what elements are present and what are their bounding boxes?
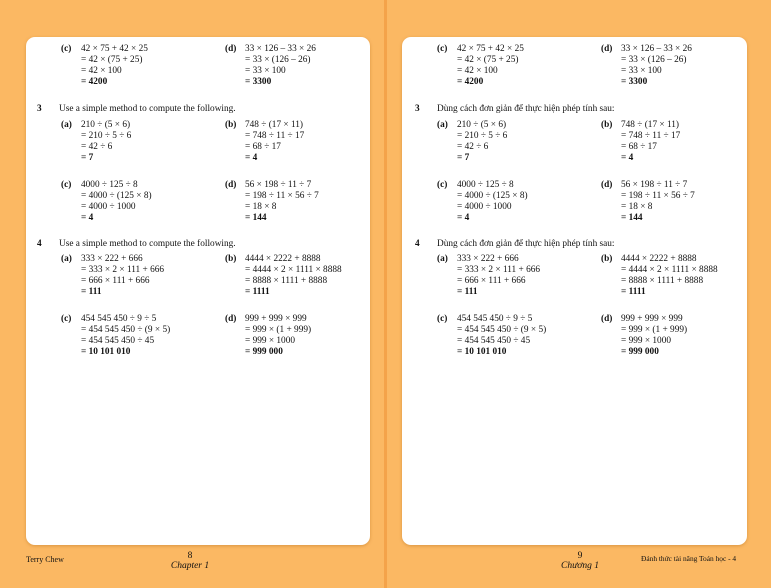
- footer-author: Terry Chew: [26, 555, 64, 564]
- answer: = 1111: [621, 287, 646, 297]
- step: = 4000 ÷ 1000: [81, 202, 136, 212]
- step: = 42 × (75 + 25): [457, 55, 519, 65]
- question-text: Use a simple method to compute the following.: [59, 104, 236, 114]
- step: = 333 × 2 × 111 + 666: [457, 265, 541, 275]
- footer-page-right: [540, 551, 620, 571]
- part-label: (b): [601, 254, 613, 264]
- step: 748 ÷ (17 × 11): [621, 120, 680, 130]
- part-label: (c): [437, 44, 448, 54]
- question-number: 4: [37, 239, 42, 249]
- step: 42 × 75 + 42 × 25: [457, 44, 524, 54]
- chapter-label: Chapter 1: [170, 561, 210, 571]
- step: = 4000 ÷ 1000: [457, 202, 512, 212]
- step: = 42 × 100: [81, 66, 122, 76]
- step: = 198 ÷ 11 × 56 ÷ 7: [621, 191, 695, 201]
- step: = 42 × (75 + 25): [81, 55, 143, 65]
- answer: = 4: [81, 213, 94, 223]
- step: = 454 545 450 ÷ (9 × 5): [81, 325, 171, 335]
- step: = 8888 × 1111 + 8888: [621, 276, 704, 286]
- step: 56 × 198 ÷ 11 ÷ 7: [621, 180, 688, 190]
- answer: = 10 101 010: [457, 347, 507, 357]
- step: = 33 × (126 – 26): [245, 55, 311, 65]
- step: 42 × 75 + 42 × 25: [81, 44, 148, 54]
- step: 33 × 126 – 33 × 26: [245, 44, 316, 54]
- part-label: (d): [601, 314, 613, 324]
- step: = 18 × 8: [245, 202, 277, 212]
- part-label: (b): [225, 120, 237, 130]
- answer: = 111: [457, 287, 478, 297]
- question-text: Dùng cách đơn giản để thực hiện phép tính sau:: [437, 104, 615, 114]
- step: = 33 × 100: [621, 66, 662, 76]
- part-label: (b): [225, 254, 237, 264]
- answer: = 4200: [81, 77, 108, 87]
- step: = 4444 × 2 × 1111 × 8888: [245, 265, 342, 275]
- answer: = 10 101 010: [81, 347, 131, 357]
- part-label: (d): [225, 314, 237, 324]
- answer: = 3300: [621, 77, 648, 87]
- part-label: (a): [437, 120, 448, 130]
- answer: = 111: [81, 287, 102, 297]
- step: = 210 ÷ 5 ÷ 6: [81, 131, 132, 141]
- step: 999 + 999 × 999: [245, 314, 307, 324]
- page-number: 9: [577, 551, 583, 561]
- answer: = 4: [457, 213, 470, 223]
- step: 333 × 222 + 666: [81, 254, 143, 264]
- step: = 333 × 2 × 111 + 666: [81, 265, 165, 275]
- step: = 999 × (1 + 999): [245, 325, 312, 335]
- step: 33 × 126 – 33 × 26: [621, 44, 692, 54]
- step: = 454 545 450 ÷ (9 × 5): [457, 325, 547, 335]
- step: 454 545 450 ÷ 9 ÷ 5: [81, 314, 157, 324]
- step: = 33 × 100: [245, 66, 286, 76]
- answer: = 999 000: [245, 347, 283, 357]
- spread-divider: [384, 0, 387, 588]
- part-label: (b): [601, 120, 613, 130]
- step: 4000 ÷ 125 ÷ 8: [81, 180, 138, 190]
- step: = 454 545 450 ÷ 45: [457, 336, 531, 346]
- step: = 8888 × 1111 + 8888: [245, 276, 328, 286]
- question-text: Dùng cách đơn giản để thực hiện phép tính sau:: [437, 239, 615, 249]
- step: = 4444 × 2 × 1111 × 8888: [621, 265, 718, 275]
- step: 56 × 198 ÷ 11 ÷ 7: [245, 180, 312, 190]
- answer: = 1111: [245, 287, 270, 297]
- left-page: [26, 37, 370, 545]
- step: = 68 ÷ 17: [245, 142, 281, 152]
- step: = 198 ÷ 11 × 56 ÷ 7: [245, 191, 319, 201]
- right-page: [402, 37, 747, 545]
- answer: = 7: [457, 153, 470, 163]
- answer: = 4: [621, 153, 634, 163]
- step: = 33 × (126 – 26): [621, 55, 687, 65]
- step: = 999 × 1000: [621, 336, 671, 346]
- question-number: 3: [37, 104, 42, 114]
- part-label: (d): [225, 44, 237, 54]
- step: = 748 ÷ 11 ÷ 17: [621, 131, 681, 141]
- step: = 748 ÷ 11 ÷ 17: [245, 131, 305, 141]
- step: = 42 ÷ 6: [81, 142, 113, 152]
- step: 210 ÷ (5 × 6): [81, 120, 131, 130]
- step: 454 545 450 ÷ 9 ÷ 5: [457, 314, 533, 324]
- part-label: (c): [437, 314, 448, 324]
- step: = 18 × 8: [621, 202, 653, 212]
- step: = 42 × 100: [457, 66, 498, 76]
- step: 4444 × 2222 + 8888: [621, 254, 697, 264]
- footer-page-left: [150, 551, 230, 571]
- part-label: (d): [601, 44, 613, 54]
- part-label: (c): [61, 180, 72, 190]
- question-number: 4: [415, 239, 420, 249]
- part-label: (a): [61, 254, 72, 264]
- footer-book-title: Đánh thức tài năng Toán học - 4: [641, 554, 737, 563]
- step: = 666 × 111 + 666: [81, 276, 150, 286]
- part-label: (a): [61, 120, 72, 130]
- answer: = 999 000: [621, 347, 659, 357]
- step: = 454 545 450 ÷ 45: [81, 336, 155, 346]
- step: 999 + 999 × 999: [621, 314, 683, 324]
- page-number: 8: [187, 551, 193, 561]
- part-label: (c): [437, 180, 448, 190]
- step: 333 × 222 + 666: [457, 254, 519, 264]
- answer: = 144: [621, 213, 643, 223]
- question-text: Use a simple method to compute the following.: [59, 239, 236, 249]
- answer: = 3300: [245, 77, 272, 87]
- part-label: (d): [225, 180, 237, 190]
- step: 748 ÷ (17 × 11): [245, 120, 304, 130]
- question-number: 3: [415, 104, 420, 114]
- answer: = 144: [245, 213, 267, 223]
- part-label: (c): [61, 314, 72, 324]
- step: = 42 ÷ 6: [457, 142, 489, 152]
- step: 4000 ÷ 125 ÷ 8: [457, 180, 514, 190]
- step: = 666 × 111 + 666: [457, 276, 526, 286]
- step: 4444 × 2222 + 8888: [245, 254, 321, 264]
- part-label: (c): [61, 44, 72, 54]
- step: = 999 × (1 + 999): [621, 325, 688, 335]
- step: = 4000 ÷ (125 × 8): [457, 191, 528, 201]
- step: = 4000 ÷ (125 × 8): [81, 191, 152, 201]
- step: = 210 ÷ 5 ÷ 6: [457, 131, 508, 141]
- part-label: (a): [437, 254, 448, 264]
- step: = 68 ÷ 17: [621, 142, 657, 152]
- step: = 999 × 1000: [245, 336, 295, 346]
- chapter-label: Chương 1: [561, 561, 599, 571]
- answer: = 4: [245, 153, 258, 163]
- step: 210 ÷ (5 × 6): [457, 120, 507, 130]
- part-label: (d): [601, 180, 613, 190]
- answer: = 4200: [457, 77, 484, 87]
- answer: = 7: [81, 153, 94, 163]
